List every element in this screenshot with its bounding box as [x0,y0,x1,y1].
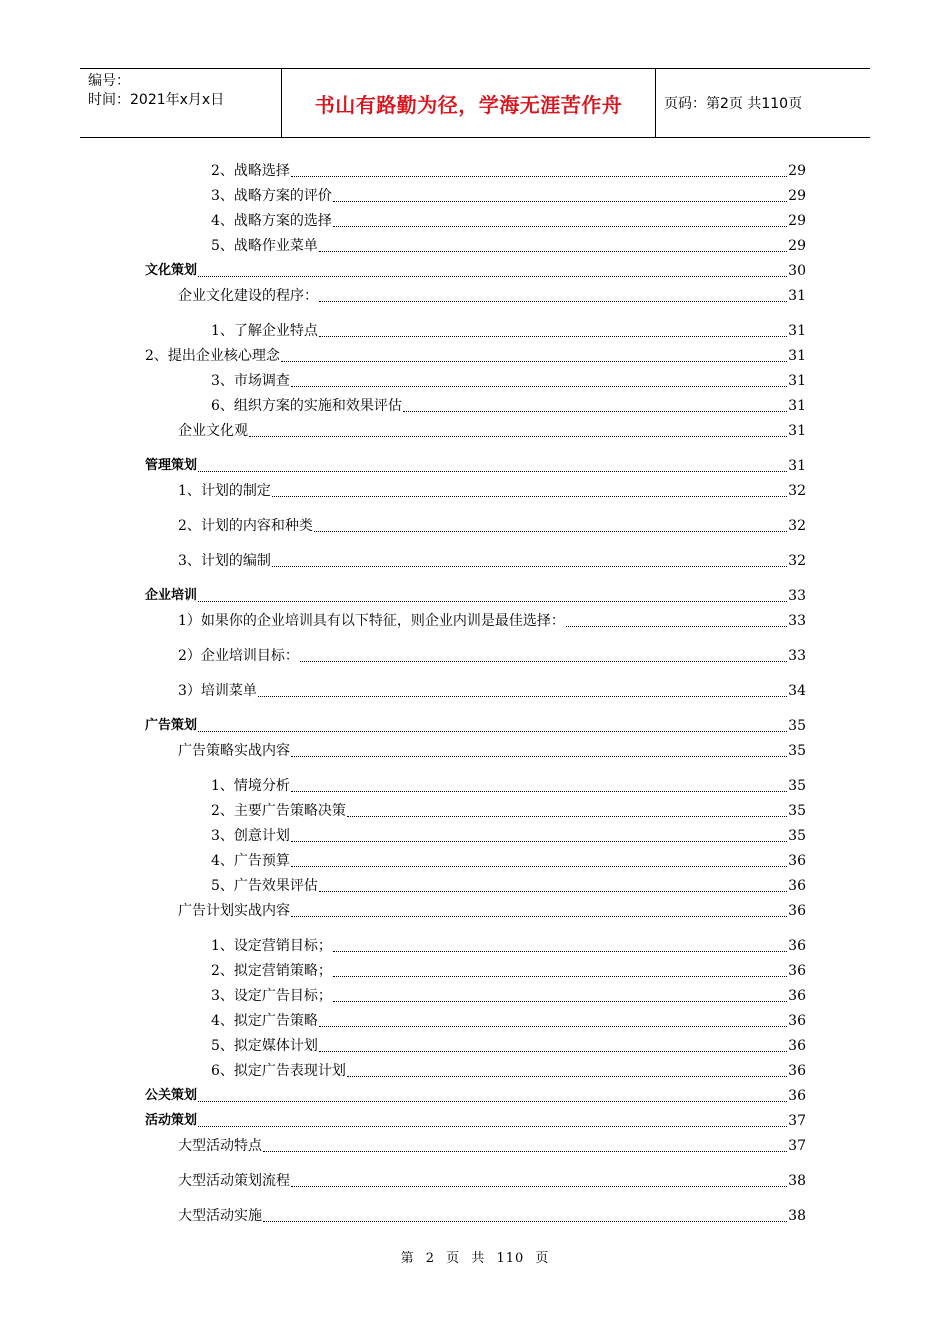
document-time-label: 时间：2021年x月x日 [88,92,225,108]
toc-entry[interactable] [211,1060,806,1080]
toc-entry-title: 公关策划 [145,1088,198,1103]
toc-leader-dots [333,1000,787,1002]
toc-entry[interactable] [178,1135,806,1155]
toc-entry-title: 5、广告效果评估 [211,878,318,894]
header-motto-cell [281,69,656,137]
toc-leader-dots [272,495,787,497]
toc-leader-dots [291,865,787,867]
toc-entry-title: 1、设定营销目标； [211,938,332,954]
toc-leader-dots [272,565,787,567]
toc-entry[interactable] [178,680,806,700]
toc-leader-dots [319,890,787,892]
toc-leader-dots [198,1100,787,1102]
toc-leader-dots [347,815,787,817]
toc-leader-dots [319,250,787,252]
toc-entry[interactable] [178,515,806,535]
toc-entry-title: 2）企业培训目标： [178,648,299,664]
toc-entry-title: 活动策划 [145,1113,198,1128]
toc-leader-dots [333,225,787,227]
toc-leader-dots [333,200,787,202]
toc-entry[interactable] [211,935,806,955]
toc-entry-page: 31 [788,458,806,474]
toc-entry-title: 大型活动策划流程 [178,1173,290,1189]
toc-entry-page: 37 [788,1113,806,1129]
toc-entry-title: 大型活动特点 [178,1138,262,1154]
toc-entry-page: 35 [788,718,806,734]
toc-entry-page: 36 [788,903,806,919]
toc-entry-title: 3、计划的编制 [178,553,271,569]
toc-entry[interactable] [211,825,806,845]
toc-leader-dots [333,975,787,977]
toc-entry-title: 广告策划 [145,718,198,733]
toc-entry[interactable] [211,775,806,795]
toc-entry[interactable] [178,1170,806,1190]
toc-leader-dots [291,840,787,842]
toc-entry[interactable] [145,1110,806,1130]
toc-leader-dots [319,1050,787,1052]
toc-entry-page: 29 [788,238,806,254]
toc-entry-page: 35 [788,828,806,844]
toc-entry[interactable] [211,185,806,205]
toc-entry[interactable] [145,260,806,280]
toc-entry[interactable] [211,850,806,870]
toc-leader-dots [263,1220,787,1222]
toc-entry-page: 36 [788,963,806,979]
toc-entry-page: 35 [788,778,806,794]
toc-leader-dots [403,410,787,412]
toc-leader-dots [300,660,787,662]
header-motto: 书山有路勤为径，学海无涯苦作舟 [314,92,623,117]
toc-entry-page: 38 [788,1173,806,1189]
toc-entry-page: 32 [788,483,806,499]
toc-entry[interactable] [145,455,806,475]
toc-leader-dots [319,300,787,302]
document-number-label: 编号： [88,73,130,89]
toc-entry[interactable] [145,345,806,365]
toc-entry-page: 29 [788,163,806,179]
toc-entry-title: 6、拟定广告表现计划 [211,1063,346,1079]
toc-entry-page: 36 [788,938,806,954]
toc-entry-page: 33 [788,588,806,604]
toc-entry[interactable] [211,960,806,980]
toc-entry-title: 2、计划的内容和种类 [178,518,313,534]
toc-entry[interactable] [178,420,806,440]
toc-leader-dots [291,385,787,387]
toc-entry[interactable] [211,370,806,390]
toc-entry-page: 31 [788,348,806,364]
toc-entry-title: 3、战略方案的评价 [211,188,332,204]
toc-entry[interactable] [145,1085,806,1105]
toc-leader-dots [319,335,787,337]
toc-entry[interactable] [211,395,806,415]
toc-entry-title: 5、战略作业菜单 [211,238,318,254]
toc-entry-title: 管理策划 [145,458,198,473]
toc-entry-title: 1、了解企业特点 [211,323,318,339]
toc-entry-page: 34 [788,683,806,699]
toc-leader-dots [249,435,787,437]
toc-entry-title: 4、广告预算 [211,853,290,869]
toc-leader-dots [198,470,787,472]
toc-entry-title: 广告计划实战内容 [178,903,290,919]
toc-leader-dots [258,695,787,697]
toc-entry-page: 37 [788,1138,806,1154]
toc-entry[interactable] [178,1205,806,1225]
toc-entry[interactable] [211,210,806,230]
toc-entry-page: 38 [788,1208,806,1224]
toc-entry-title: 企业培训 [145,588,198,603]
toc-entry-title: 1）如果你的企业培训具有以下特征，则企业内训是最佳选择： [178,613,565,629]
toc-entry-page: 35 [788,803,806,819]
toc-entry-page: 30 [788,263,806,279]
toc-entry-page: 36 [788,1063,806,1079]
toc-entry-title: 大型活动实施 [178,1208,262,1224]
toc-leader-dots [566,625,787,627]
toc-entry-title: 5、拟定媒体计划 [211,1038,318,1054]
toc-entry-title: 4、战略方案的选择 [211,213,332,229]
toc-leader-dots [281,360,787,362]
toc-entry-title: 企业文化观 [178,423,248,439]
toc-entry-title: 文化策划 [145,263,198,278]
toc-entry-page: 36 [788,988,806,1004]
toc-entry-page: 36 [788,1088,806,1104]
toc-entry-page: 36 [788,853,806,869]
toc-entry-title: 3、设定广告目标； [211,988,332,1004]
toc-leader-dots [347,1075,787,1077]
toc-entry-title: 2、拟定营销策略； [211,963,332,979]
toc-entry-page: 32 [788,518,806,534]
toc-entry[interactable] [211,235,806,255]
toc-entry-title: 2、提出企业核心理念 [145,348,280,364]
toc-entry-page: 33 [788,648,806,664]
toc-leader-dots [314,530,787,532]
toc-entry[interactable] [145,715,806,735]
toc-entry[interactable] [211,985,806,1005]
toc-entry[interactable] [178,740,806,760]
toc-entry-title: 1、情境分析 [211,778,290,794]
header-meta [80,69,280,137]
toc-entry-page: 29 [788,188,806,204]
toc-entry[interactable] [178,900,806,920]
toc-entry[interactable] [211,1010,806,1030]
header-page-info: 页码：第2页 共110页 [664,96,803,112]
page-header [80,68,870,138]
toc-leader-dots [263,1150,787,1152]
toc-entry-page: 31 [788,323,806,339]
toc-leader-dots [291,175,787,177]
toc-leader-dots [198,730,787,732]
toc-entry-page: 36 [788,878,806,894]
toc-leader-dots [198,1125,787,1127]
toc-entry[interactable] [211,1035,806,1055]
toc-entry[interactable] [178,610,806,630]
toc-entry-title: 1、计划的制定 [178,483,271,499]
toc-entry-page: 36 [788,1038,806,1054]
footer-di: 第 [400,1251,415,1266]
toc-entry-title: 3、市场调查 [211,373,290,389]
toc-entry-title: 2、战略选择 [211,163,290,179]
toc-leader-dots [291,790,787,792]
toc-leader-dots [198,275,787,277]
toc-entry-page: 32 [788,553,806,569]
toc-entry[interactable] [145,585,806,605]
page-footer [0,1247,950,1266]
toc-leader-dots [291,1185,787,1187]
toc-entry-title: 6、组织方案的实施和效果评估 [211,398,402,414]
toc-entry-page: 29 [788,213,806,229]
toc-entry[interactable] [211,320,806,340]
toc-entry[interactable] [178,480,806,500]
toc-entry-page: 31 [788,288,806,304]
toc-entry-page: 31 [788,423,806,439]
toc-entry-title: 企业文化建设的程序： [178,288,318,304]
toc-entry[interactable] [211,875,806,895]
toc-leader-dots [198,600,787,602]
footer-current-page: 2 [425,1251,435,1266]
toc-leader-dots [291,915,787,917]
footer-ye: 页 [446,1251,461,1266]
toc-entry[interactable] [211,160,806,180]
toc-entry-title: 4、拟定广告策略 [211,1013,318,1029]
toc-entry[interactable] [211,800,806,820]
toc-entry-title: 2、主要广告策略决策 [211,803,346,819]
toc-entry[interactable] [178,285,806,305]
toc-entry-title: 3、创意计划 [211,828,290,844]
toc-entry-title: 广告策略实战内容 [178,743,290,759]
footer-ye-2: 页 [535,1251,550,1266]
toc-entry[interactable] [178,550,806,570]
toc-entry-title: 3）培训菜单 [178,683,257,699]
footer-total-pages: 110 [496,1251,525,1266]
toc-entry-page: 36 [788,1013,806,1029]
toc-leader-dots [333,950,787,952]
toc-entry-page: 33 [788,613,806,629]
toc-leader-dots [319,1025,787,1027]
toc-leader-dots [291,755,787,757]
toc-entry[interactable] [178,645,806,665]
toc-entry-page: 35 [788,743,806,759]
toc-entry-page: 31 [788,373,806,389]
footer-gong: 共 [471,1251,486,1266]
toc-entry-page: 31 [788,398,806,414]
